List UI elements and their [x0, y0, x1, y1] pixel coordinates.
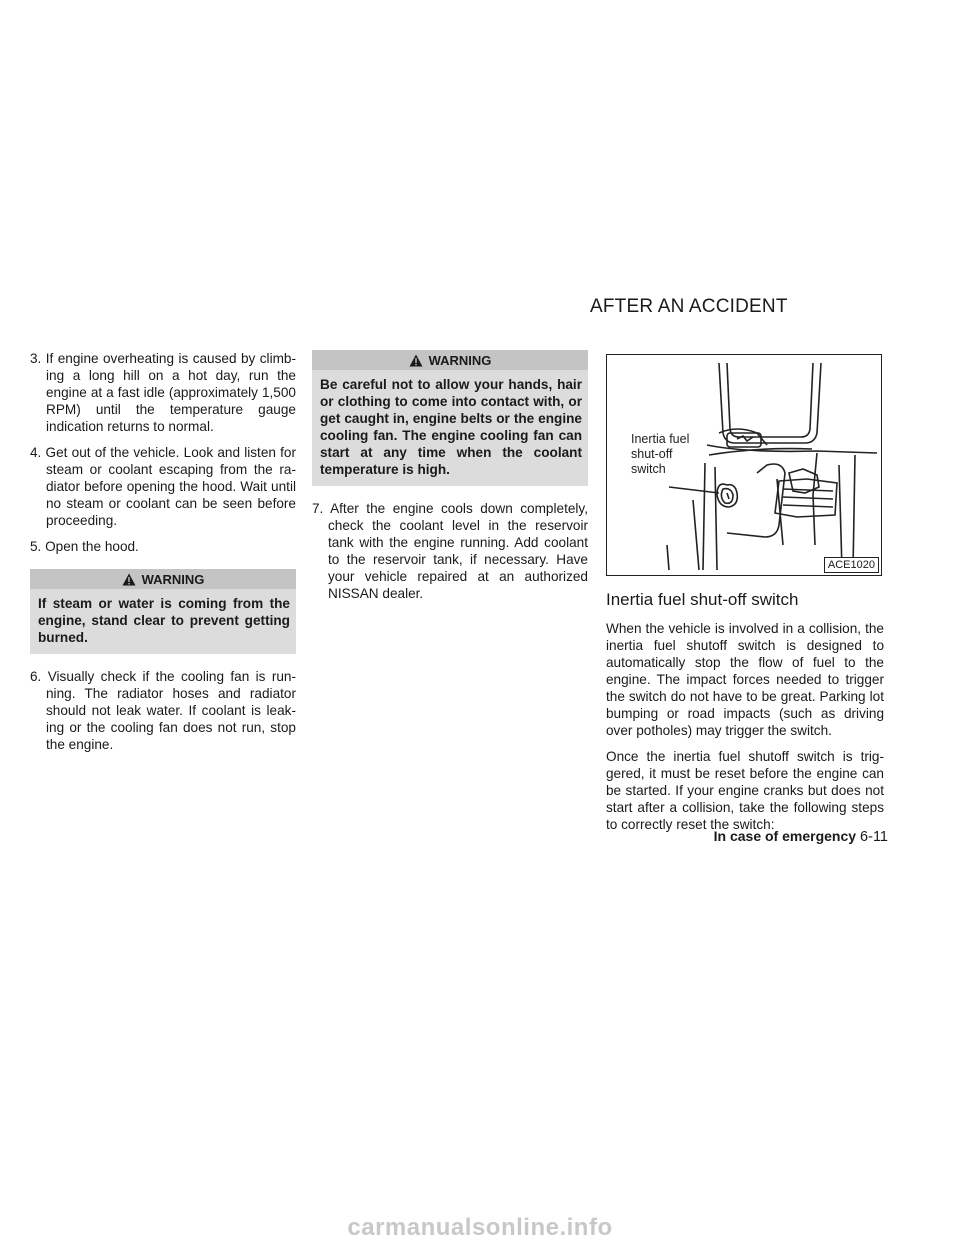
- page-footer: [606, 828, 888, 845]
- paragraph-1: When the vehicle is involved in a collision, the inertia fuel shutoff switch is designed to automatically stop the flow of fuel to the engine. The impact forces needed to trigger the switch do not have to be great. Parking lot bumping or road impacts (such as driving over potholes) may trigger the switch.: [606, 621, 884, 738]
- figure-label-line2: shut-off: [631, 447, 673, 461]
- page-number: 6-11: [860, 829, 888, 845]
- watermark: carmanualsonline.info: [347, 1214, 613, 1241]
- section-title: AFTER AN ACCIDENT: [590, 296, 788, 317]
- column-2: [312, 350, 588, 611]
- step-5: 5. Open the hood.: [30, 539, 139, 554]
- figure-label-line3: switch: [631, 462, 666, 476]
- step-4: 4. Get out of the vehicle. Look and listen for steam or coolant escaping from the ra- diator before opening the hood. Wait until no steam or coolant can be seen before proceeding.: [30, 445, 296, 528]
- warning-label: WARNING: [428, 353, 492, 368]
- paragraph-2: Once the inertia fuel shutoff switch is trig- gered, it must be reset before the engine can be started. If your engine cranks but does not start after a collision, take the following steps to correctly reset the switch:: [606, 749, 884, 832]
- footwell-drawing: [607, 355, 880, 574]
- column-1: [30, 350, 296, 762]
- column-3: [606, 354, 884, 842]
- warning-text: Be careful not to allow your hands, hair or clothing to come into contact with, or get caught in, engine belts or the engine cooling fan. The engine cooling fan can start at any time when the coolant temperature is high.: [320, 377, 582, 477]
- figure-label-line1: Inertia fuel: [631, 432, 690, 446]
- warning-box: [312, 350, 588, 486]
- step-6: 6. Visually check if the cooling fan is run- ning. The radiator hoses and radiator should not leak water. If coolant is leak- ing or the cooling fan does not run, stop the engine.: [30, 669, 296, 752]
- warning-triangle-icon: [409, 354, 423, 367]
- warning-header: [30, 569, 296, 589]
- warning-triangle-icon: [122, 573, 136, 586]
- warning-header: [312, 350, 588, 370]
- warning-text: If steam or water is coming from the engine, stand clear to prevent getting burned.: [38, 596, 290, 645]
- warning-box: [30, 569, 296, 654]
- figure-code: ACE1020: [824, 557, 879, 573]
- step-7: 7. After the engine cools down completely, check the coolant level in the reservoir tank with the engine running. Add coolant to the reservoir tank, if necessary. Have your vehicle repaired at an authorized NISSAN dealer.: [312, 501, 588, 601]
- step-3: 3. If engine overheating is caused by climb- ing a long hill on a hot day, run the engine at a fast idle (approximately 1,500 RPM) until the temperature gauge indication returns to normal.: [30, 351, 296, 434]
- chapter-name: In case of emergency: [713, 828, 857, 844]
- inertia-switch-illustration: [606, 354, 882, 576]
- subheading: Inertia fuel shut-off switch: [606, 590, 799, 609]
- warning-label: WARNING: [141, 572, 205, 587]
